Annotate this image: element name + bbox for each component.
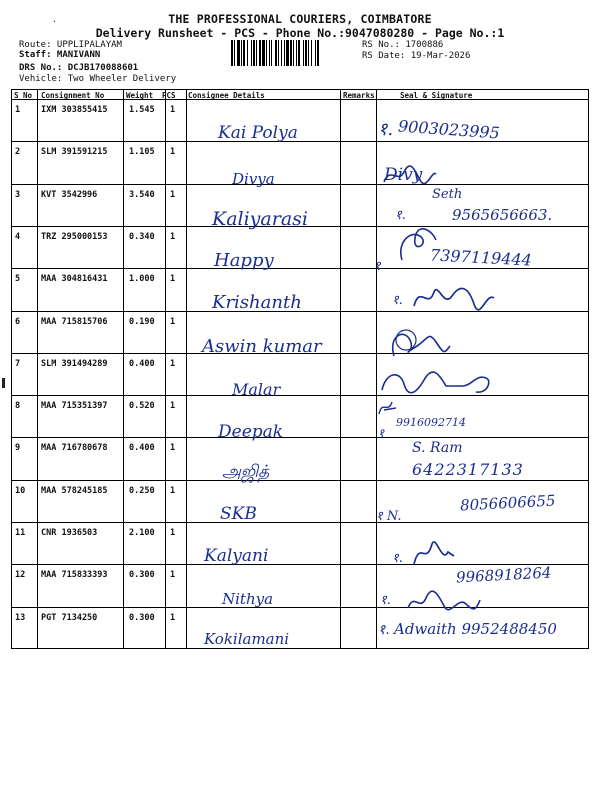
row-sno: 9 [15,443,21,454]
col-remarks: Remarks [343,91,375,100]
row-pcs: 1 [170,570,176,581]
row-sno: 11 [15,528,26,538]
barcode [231,40,359,66]
row-sno: 1 [15,105,21,115]
row-weight: 1.000 [129,274,155,285]
seal-mark: १. [395,208,406,223]
barcode-bar [271,40,272,66]
consignee-handwriting: அஜித் [222,462,270,482]
row-sno: 4 [15,231,21,242]
seal-handwriting: 8056606655 [459,491,556,515]
row-pcs: 1 [170,485,176,496]
row-divider [12,268,588,269]
barcode-bar [305,40,307,66]
col-consignment: Consignment No [41,91,105,100]
row-pcs: 1 [170,528,176,538]
signature-scribble [408,536,458,570]
row-consignment-no: MAA 715351397 [41,401,108,412]
row-consignment-no: MAA 304816431 [41,274,108,285]
consignee-handwriting: Nithya [222,590,274,608]
row-pcs: 1 [170,105,176,115]
col-pcs: PCS [162,91,176,100]
seal-handwriting: 9003023995 [397,116,501,143]
barcode-bar [251,40,252,66]
row-divider [12,607,588,608]
row-divider [12,395,588,396]
row-consignment-no: IXM 303855415 [41,105,108,115]
row-pcs: 1 [170,401,176,412]
row-sno: 2 [15,147,21,158]
row-weight: 0.250 [129,485,155,496]
row-weight: 1.545 [129,105,155,115]
signature-scribble [392,220,442,266]
row-divider [12,480,588,481]
row-sno: 6 [15,316,21,327]
row-pcs: 1 [170,189,176,200]
row-pcs: 1 [170,358,176,369]
row-divider [12,141,588,142]
row-consignment-no: MAA 715833393 [41,570,108,581]
consignee-handwriting: SKB [220,504,257,524]
row-divider [12,522,588,523]
row-weight: 0.300 [129,612,155,623]
staff-label: Staff: MANIVANN [19,50,101,60]
seal-handwriting: 9916092714 [396,416,466,429]
seal-mark: १. [392,293,403,308]
row-weight: 0.400 [129,358,155,369]
row-consignment-no: SLM 391591215 [41,147,108,158]
seal-mark: १. [378,622,390,638]
barcode-bar [308,40,309,66]
barcode-bar [315,40,316,66]
consignee-handwriting: Malar [232,380,281,399]
row-weight: 0.190 [129,316,155,327]
seal-mark: १. [380,593,391,608]
signature-scribble [408,282,498,312]
row-weight: 3.540 [129,189,155,200]
barcode-bar [269,40,270,66]
row-weight: 0.520 [129,401,155,412]
consignee-handwriting: Divya [232,170,275,188]
col-consignee: Consignee Details [188,91,265,100]
barcode-bar [243,40,245,66]
barcode-bar [303,40,304,66]
consignee-handwriting: Kai Polya [218,123,298,143]
rs-date: RS Date: 19-Mar-2026 [362,51,471,61]
barcode-bar [231,40,233,66]
barcode-bar [298,40,300,66]
barcode-bar [296,40,297,66]
row-divider [12,184,588,185]
seal-mark: १. [378,119,394,140]
row-consignment-no: MAA 578245185 [41,485,108,496]
row-pcs: 1 [170,274,176,285]
row-sno: 8 [15,401,21,412]
seal-handwriting: Adwaith 9952488450 [394,620,557,638]
seal-mark: १. [392,551,403,566]
barcode-bar [281,40,282,66]
rs-number: RS No.: 1700886 [362,40,444,50]
barcode-bar [275,40,277,66]
signature-scribble [404,588,484,614]
seal-handwriting: Seth [432,187,463,202]
row-consignment-no: KVT 3542996 [41,189,98,200]
consignee-handwriting: Kokilamani [204,630,290,648]
row-pcs: 1 [170,147,176,158]
margin-mark [2,378,5,388]
runsheet-subtitle: Delivery Runsheet - PCS - Phone No.:9047080280 - Page No.:1 [95,26,505,40]
barcode-bar [256,40,257,66]
col-sno: S No [14,91,33,100]
route-label: Route: UPPLIPALAYAM [19,40,122,50]
row-divider [12,437,588,438]
barcode-bar [286,40,289,66]
row-consignment-no: CNR 1936503 [41,528,98,538]
row-consignment-no: PGT 7134250 [41,612,98,623]
row-weight: 0.300 [129,570,155,581]
seal-handwriting: S. Ram [412,440,463,456]
col-seal: Seal & Signature [400,91,473,100]
consignee-handwriting: Krishanth [212,292,302,313]
barcode-bar [311,40,312,66]
signature-scribble [376,364,496,400]
row-sno: 13 [15,612,26,623]
barcode-bar [241,40,242,66]
signature-scribble [384,326,454,362]
barcode-bar [290,40,292,66]
row-pcs: 1 [170,316,176,327]
page-dot: · [52,17,57,26]
consignee-handwriting: Happy [214,250,274,271]
barcode-bar [317,40,319,66]
seal-handwriting: 9565656663. [452,206,553,224]
row-sno: 3 [15,189,21,200]
seal-mark: १ [374,259,381,274]
row-consignment-no: MAA 716780678 [41,443,108,454]
col-weight: Weight [126,91,154,100]
seal-mark: १ N. [376,509,402,524]
row-weight: 0.340 [129,231,155,242]
barcode-bar [266,40,267,66]
consignee-handwriting: Kalyani [204,546,269,566]
row-weight: 1.105 [129,147,155,158]
signature-scribble [380,160,440,190]
consignee-handwriting: Aswin kumar [202,336,322,357]
seal-handwriting: 6422317133 [412,460,524,479]
row-consignment-no: MAA 715815706 [41,316,108,327]
barcode-bar [237,40,240,66]
barcode-bar [253,40,255,66]
row-sno: 10 [15,485,26,496]
row-sno: 7 [15,358,21,369]
barcode-bar [284,40,285,66]
row-pcs: 1 [170,612,176,623]
signature-scribble [376,398,400,418]
consignee-handwriting: Kaliyarasi [212,208,308,230]
row-sno: 5 [15,274,21,285]
row-consignment-no: TRZ 295000153 [41,231,108,242]
consignee-handwriting: Deepak [218,422,284,442]
row-pcs: 1 [170,231,176,242]
barcode-bar [259,40,261,66]
row-weight: 0.400 [129,443,155,454]
row-pcs: 1 [170,443,176,454]
company-title: THE PROFESSIONAL COURIERS, COIMBATORE [168,12,432,26]
row-weight: 2.100 [129,528,155,538]
seal-handwriting: Divy [384,165,423,185]
row-consignment-no: SLM 391494289 [41,358,108,369]
barcode-bar [247,40,248,66]
drs-label: DRS No.: DCJB170088601 [19,63,139,73]
vehicle-label: Vehicle: Two Wheeler Delivery [19,74,177,84]
barcode-bar [262,40,265,66]
barcode-bar [293,40,294,66]
seal-handwriting: 9968918264 [455,563,552,587]
barcode-bar [234,40,235,66]
barcode-bar [278,40,279,66]
seal-mark: १ [378,426,385,440]
row-sno: 12 [15,570,26,581]
seal-handwriting: 7397119444 [429,245,533,270]
runsheet-table [11,89,589,649]
